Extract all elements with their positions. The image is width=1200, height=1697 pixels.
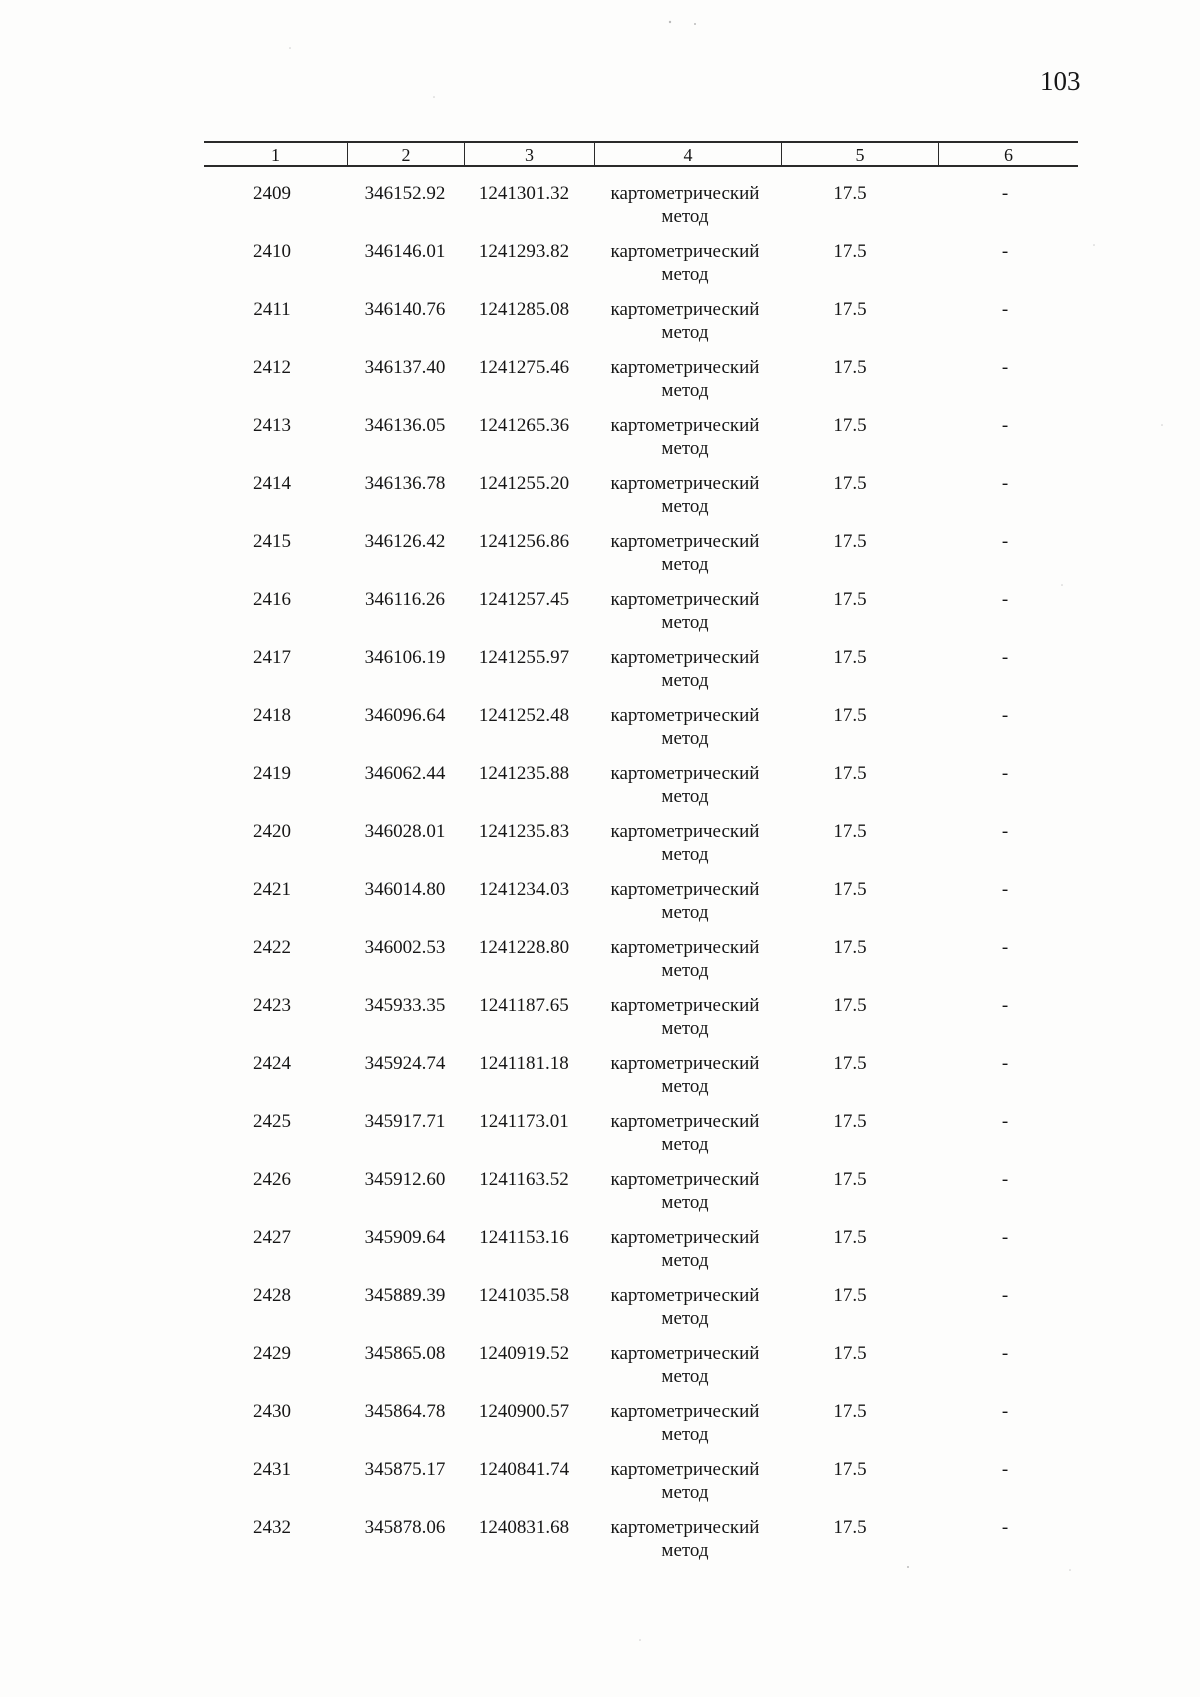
- table-row: [0, 240, 1200, 292]
- accuracy-value: 17.5: [833, 415, 867, 436]
- note-value: -: [1001, 183, 1009, 204]
- accuracy-value: 17.5: [833, 1227, 867, 1248]
- point-number: 2412: [253, 357, 291, 378]
- method-cell: [585, 878, 785, 924]
- table-row: [0, 1284, 1200, 1336]
- method-line-2: метод: [661, 1366, 709, 1387]
- table-row: [0, 1400, 1200, 1452]
- note-value: -: [1001, 589, 1009, 610]
- note-value: -: [1001, 415, 1009, 436]
- method-line-1: картометрический: [610, 241, 760, 262]
- method-line-2: метод: [661, 264, 709, 285]
- note-value: -: [1001, 705, 1009, 726]
- coordinate-y: 1241265.36: [478, 415, 570, 436]
- method-line-2: метод: [661, 960, 709, 981]
- method-line-2: метод: [661, 1076, 709, 1097]
- coordinate-x: 346106.19: [364, 647, 446, 668]
- method-line-2: метод: [661, 1018, 709, 1039]
- method-line-1: картометрический: [610, 531, 760, 552]
- coordinate-y: 1241153.16: [479, 1227, 569, 1248]
- method-line-1: картометрический: [610, 1459, 760, 1480]
- note-value: -: [1001, 531, 1009, 552]
- coordinate-x: 345924.74: [364, 1053, 446, 1074]
- point-number: 2431: [253, 1459, 291, 1480]
- method-cell: [585, 762, 785, 808]
- table-row: [0, 530, 1200, 582]
- note-value: -: [1001, 937, 1009, 958]
- coordinate-x: 345864.78: [364, 1401, 446, 1422]
- method-line-2: метод: [661, 1540, 709, 1561]
- accuracy-value: 17.5: [833, 1285, 867, 1306]
- table-header: [204, 141, 1078, 167]
- header-cell-2: 2: [347, 143, 464, 165]
- method-cell: [585, 240, 785, 286]
- note-value: -: [1001, 647, 1009, 668]
- method-line-2: метод: [661, 496, 709, 517]
- coordinate-x: 346152.92: [364, 183, 446, 204]
- table-row: [0, 994, 1200, 1046]
- header-cell-3: 3: [464, 143, 594, 165]
- page-number: 103: [1040, 66, 1081, 96]
- table-row: [0, 1168, 1200, 1220]
- method-cell: [585, 704, 785, 750]
- coordinate-y: 1241255.97: [478, 647, 570, 668]
- table-row: [0, 762, 1200, 814]
- coordinate-x: 346062.44: [364, 763, 446, 784]
- method-line-1: картометрический: [610, 415, 760, 436]
- point-number: 2416: [253, 589, 291, 610]
- coordinate-y: 1241181.18: [479, 1053, 569, 1074]
- method-line-1: картометрический: [610, 1517, 760, 1538]
- note-value: -: [1001, 1459, 1009, 1480]
- coordinate-y: 1241234.03: [478, 879, 570, 900]
- accuracy-value: 17.5: [833, 1401, 867, 1422]
- method-cell: [585, 1284, 785, 1330]
- note-value: -: [1001, 1053, 1009, 1074]
- coordinate-x: 345878.06: [364, 1517, 446, 1538]
- point-number: 2420: [253, 821, 291, 842]
- method-line-1: картометрический: [610, 299, 760, 320]
- method-line-2: метод: [661, 1250, 709, 1271]
- coordinate-x: 346146.01: [364, 241, 446, 262]
- coordinate-y: 1241256.86: [478, 531, 570, 552]
- method-cell: [585, 936, 785, 982]
- point-number: 2414: [253, 473, 291, 494]
- point-number: 2425: [253, 1111, 291, 1132]
- method-line-1: картометрический: [610, 1343, 760, 1364]
- table-row: [0, 588, 1200, 640]
- coordinate-x: 346136.05: [364, 415, 446, 436]
- header-cell-6: 6: [938, 143, 1078, 165]
- method-line-2: метод: [661, 728, 709, 749]
- coordinate-x: 346096.64: [364, 705, 446, 726]
- table-row: [0, 356, 1200, 408]
- method-cell: [585, 1516, 785, 1562]
- table-row: [0, 1052, 1200, 1104]
- method-cell: [585, 820, 785, 866]
- method-line-1: картометрический: [610, 995, 760, 1016]
- method-line-1: картометрический: [610, 357, 760, 378]
- method-cell: [585, 1110, 785, 1156]
- accuracy-value: 17.5: [833, 937, 867, 958]
- coordinate-y: 1241173.01: [479, 1111, 569, 1132]
- accuracy-value: 17.5: [833, 531, 867, 552]
- method-line-2: метод: [661, 902, 709, 923]
- coordinate-y: 1241301.32: [478, 183, 570, 204]
- point-number: 2428: [253, 1285, 291, 1306]
- method-line-2: метод: [661, 1424, 709, 1445]
- method-line-1: картометрический: [610, 473, 760, 494]
- coordinate-y: 1241035.58: [478, 1285, 570, 1306]
- method-line-2: метод: [661, 1308, 709, 1329]
- note-value: -: [1001, 1343, 1009, 1364]
- table-row: [0, 820, 1200, 872]
- coordinate-x: 345933.35: [364, 995, 446, 1016]
- table-row: [0, 182, 1200, 234]
- point-number: 2410: [253, 241, 291, 262]
- coordinate-x: 345875.17: [364, 1459, 446, 1480]
- table-row: [0, 936, 1200, 988]
- method-cell: [585, 356, 785, 402]
- accuracy-value: 17.5: [833, 183, 867, 204]
- coordinate-x: 346136.78: [364, 473, 446, 494]
- point-number: 2411: [253, 299, 291, 320]
- note-value: -: [1001, 1169, 1009, 1190]
- method-cell: [585, 298, 785, 344]
- note-value: -: [1001, 357, 1009, 378]
- table-row: [0, 646, 1200, 698]
- header-cell-1: 1: [271, 145, 280, 165]
- coordinate-x: 345909.64: [364, 1227, 446, 1248]
- point-number: 2424: [253, 1053, 291, 1074]
- point-number: 2423: [253, 995, 291, 1016]
- table-row: [0, 1226, 1200, 1278]
- note-value: -: [1001, 1401, 1009, 1422]
- note-value: -: [1001, 763, 1009, 784]
- accuracy-value: 17.5: [833, 1459, 867, 1480]
- coordinate-x: 345917.71: [364, 1111, 446, 1132]
- point-number: 2422: [253, 937, 291, 958]
- table-row: [0, 878, 1200, 930]
- method-cell: [585, 1458, 785, 1504]
- method-cell: [585, 1400, 785, 1446]
- method-cell: [585, 472, 785, 518]
- coordinate-y: 1240919.52: [478, 1343, 570, 1364]
- table-row: [0, 704, 1200, 756]
- point-number: 2418: [253, 705, 291, 726]
- accuracy-value: 17.5: [833, 705, 867, 726]
- accuracy-value: 17.5: [833, 1053, 867, 1074]
- coordinate-y: 1241275.46: [478, 357, 570, 378]
- header-cell-4: 4: [594, 143, 781, 165]
- method-line-1: картометрический: [610, 647, 760, 668]
- method-line-1: картометрический: [610, 183, 760, 204]
- coordinate-x: 345865.08: [364, 1343, 446, 1364]
- method-line-2: метод: [661, 1134, 709, 1155]
- method-line-1: картометрический: [610, 821, 760, 842]
- coordinate-y: 1241285.08: [478, 299, 570, 320]
- accuracy-value: 17.5: [833, 241, 867, 262]
- table-row: [0, 1516, 1200, 1568]
- method-line-1: картометрический: [610, 937, 760, 958]
- method-line-1: картометрический: [610, 1111, 760, 1132]
- coordinate-y: 1241252.48: [478, 705, 570, 726]
- accuracy-value: 17.5: [833, 995, 867, 1016]
- coordinate-x: 346002.53: [364, 937, 446, 958]
- coordinate-x: 345889.39: [364, 1285, 446, 1306]
- method-line-2: метод: [661, 786, 709, 807]
- table-row: [0, 414, 1200, 466]
- note-value: -: [1001, 299, 1009, 320]
- method-line-1: картометрический: [610, 1227, 760, 1248]
- note-value: -: [1001, 1517, 1009, 1538]
- point-number: 2430: [253, 1401, 291, 1422]
- point-number: 2426: [253, 1169, 291, 1190]
- coordinate-x: 345912.60: [364, 1169, 446, 1190]
- method-cell: [585, 1226, 785, 1272]
- accuracy-value: 17.5: [833, 763, 867, 784]
- method-line-2: метод: [661, 1192, 709, 1213]
- method-line-1: картометрический: [610, 763, 760, 784]
- coordinate-x: 346014.80: [364, 879, 446, 900]
- note-value: -: [1001, 995, 1009, 1016]
- method-line-1: картометрический: [610, 705, 760, 726]
- table-row: [0, 472, 1200, 524]
- coordinate-y: 1240831.68: [478, 1517, 570, 1538]
- accuracy-value: 17.5: [833, 473, 867, 494]
- method-cell: [585, 530, 785, 576]
- method-cell: [585, 182, 785, 228]
- coordinate-x: 346140.76: [364, 299, 446, 320]
- method-line-1: картометрический: [610, 589, 760, 610]
- point-number: 2429: [253, 1343, 291, 1364]
- method-line-1: картометрический: [610, 1169, 760, 1190]
- method-cell: [585, 994, 785, 1040]
- accuracy-value: 17.5: [833, 647, 867, 668]
- table-row: [0, 1458, 1200, 1510]
- point-number: 2413: [253, 415, 291, 436]
- method-line-2: метод: [661, 670, 709, 691]
- point-number: 2432: [253, 1517, 291, 1538]
- method-line-1: картометрический: [610, 879, 760, 900]
- method-cell: [585, 1342, 785, 1388]
- accuracy-value: 17.5: [833, 879, 867, 900]
- accuracy-value: 17.5: [833, 1343, 867, 1364]
- method-line-2: метод: [661, 438, 709, 459]
- coordinate-x: 346126.42: [364, 531, 446, 552]
- method-line-2: метод: [661, 1482, 709, 1503]
- note-value: -: [1001, 473, 1009, 494]
- method-line-1: картометрический: [610, 1285, 760, 1306]
- coordinate-x: 346028.01: [364, 821, 446, 842]
- method-cell: [585, 588, 785, 634]
- header-cell-5: 5: [781, 143, 938, 165]
- coordinate-x: 346137.40: [364, 357, 446, 378]
- coordinate-y: 1241235.88: [478, 763, 570, 784]
- method-cell: [585, 414, 785, 460]
- accuracy-value: 17.5: [833, 1517, 867, 1538]
- point-number: 2415: [253, 531, 291, 552]
- point-number: 2417: [253, 647, 291, 668]
- coordinate-y: 1241257.45: [478, 589, 570, 610]
- method-cell: [585, 1052, 785, 1098]
- method-cell: [585, 646, 785, 692]
- coordinate-y: 1241187.65: [479, 995, 569, 1016]
- coordinate-y: 1241255.20: [478, 473, 570, 494]
- point-number: 2427: [253, 1227, 291, 1248]
- table-row: [0, 1110, 1200, 1162]
- note-value: -: [1001, 879, 1009, 900]
- method-line-1: картометрический: [610, 1401, 760, 1422]
- note-value: -: [1001, 821, 1009, 842]
- method-line-2: метод: [661, 322, 709, 343]
- accuracy-value: 17.5: [833, 589, 867, 610]
- method-line-2: метод: [661, 844, 709, 865]
- coordinate-y: 1240900.57: [478, 1401, 570, 1422]
- coordinate-y: 1240841.74: [478, 1459, 570, 1480]
- note-value: -: [1001, 1285, 1009, 1306]
- method-cell: [585, 1168, 785, 1214]
- accuracy-value: 17.5: [833, 1169, 867, 1190]
- note-value: -: [1001, 1111, 1009, 1132]
- note-value: -: [1001, 1227, 1009, 1248]
- method-line-2: метод: [661, 380, 709, 401]
- accuracy-value: 17.5: [833, 299, 867, 320]
- method-line-2: метод: [661, 612, 709, 633]
- point-number: 2419: [253, 763, 291, 784]
- method-line-2: метод: [661, 206, 709, 227]
- coordinate-y: 1241293.82: [478, 241, 570, 262]
- table-row: [0, 298, 1200, 350]
- table-row: [0, 1342, 1200, 1394]
- note-value: -: [1001, 241, 1009, 262]
- point-number: 2421: [253, 879, 291, 900]
- method-line-1: картометрический: [610, 1053, 760, 1074]
- coordinate-y: 1241228.80: [478, 937, 570, 958]
- accuracy-value: 17.5: [833, 357, 867, 378]
- coordinate-y: 1241235.83: [478, 821, 570, 842]
- accuracy-value: 17.5: [833, 1111, 867, 1132]
- point-number: 2409: [253, 183, 291, 204]
- coordinate-y: 1241163.52: [479, 1169, 569, 1190]
- accuracy-value: 17.5: [833, 821, 867, 842]
- coordinate-x: 346116.26: [364, 589, 446, 610]
- method-line-2: метод: [661, 554, 709, 575]
